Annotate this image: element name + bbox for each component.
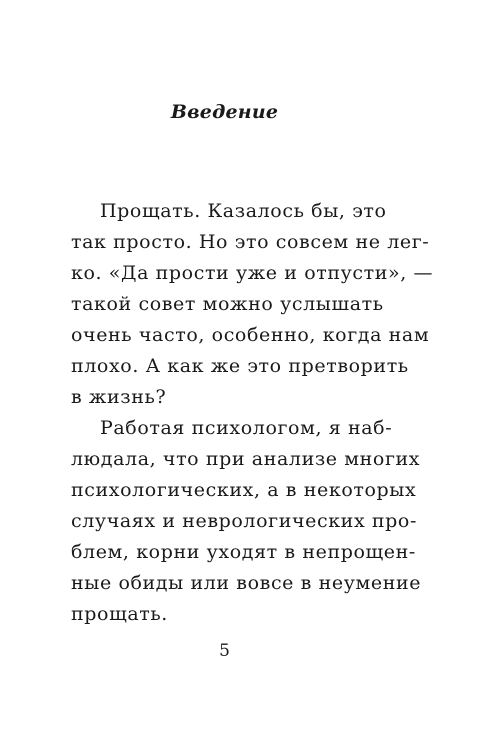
body-text bbox=[71, 196, 434, 630]
paragraph-1-line-3: ко. «Да прости уже и отпусти», — bbox=[71, 262, 434, 284]
paragraph-2-line-3: психологических, а в некоторых bbox=[71, 479, 417, 501]
paragraph-2-line-5: блем, корни уходят в непрощен- bbox=[71, 541, 416, 563]
paragraph-1-line-5: очень часто, особенно, когда нам bbox=[71, 324, 430, 346]
paragraph-1-line-2: так просто. Но это совсем не лег- bbox=[71, 231, 430, 253]
chapter-heading: Введение bbox=[170, 101, 279, 123]
paragraph-2-line-2: людала, что при анализе многих bbox=[71, 448, 421, 470]
page-number: 5 bbox=[219, 641, 230, 661]
paragraph-2-line-4: случаях и неврологических про- bbox=[71, 510, 417, 532]
paragraph-1-line-1: Прощать. Казалось бы, это bbox=[100, 200, 387, 222]
paragraph-2-line-6: ные обиды или вовсе в неумение bbox=[71, 572, 422, 594]
paragraph-1-line-7: в жизнь? bbox=[71, 386, 167, 408]
paragraph-2-line-7: прощать. bbox=[71, 603, 168, 625]
paragraph-2-line-1: Работая психологом, я наб- bbox=[100, 417, 393, 439]
paragraph-1-line-6: плохо. А как же это претворить bbox=[71, 355, 409, 377]
paragraph-1-line-4: такой совет можно услышать bbox=[71, 293, 384, 315]
